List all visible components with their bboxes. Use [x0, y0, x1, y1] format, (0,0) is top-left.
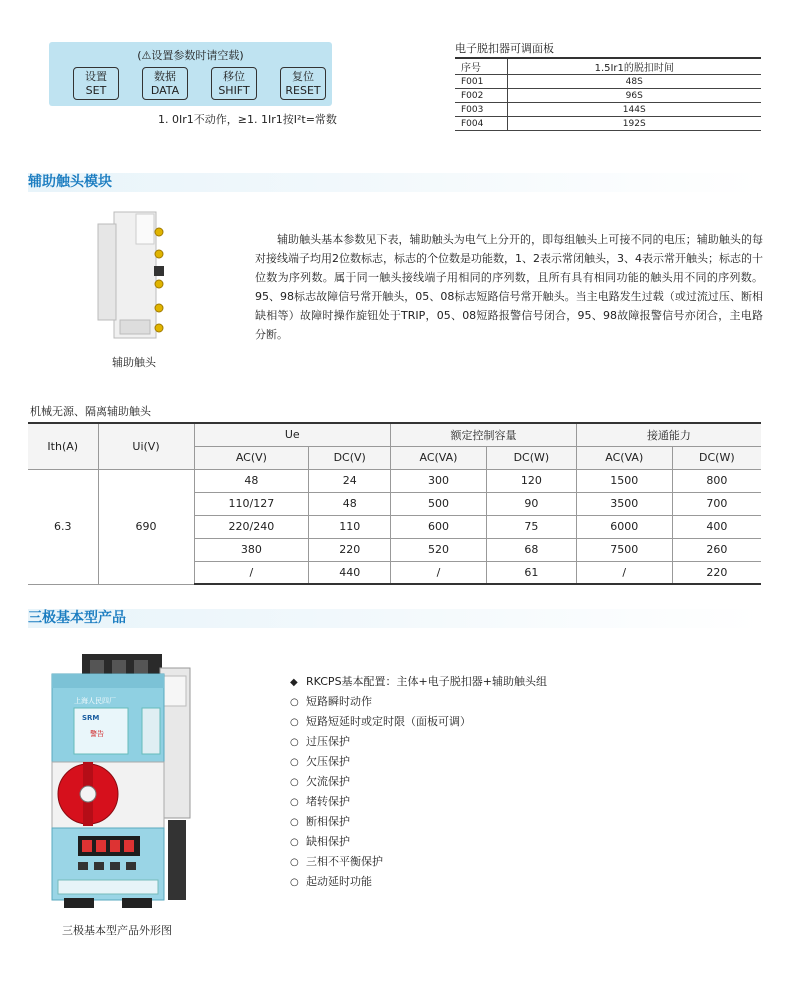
list-item — [290, 712, 547, 732]
bullet-circle-icon: ○ — [290, 717, 299, 728]
cell-ui: 690 — [98, 469, 194, 584]
table-cell: 90 — [486, 492, 576, 515]
set-button[interactable] — [73, 67, 119, 100]
table-cell: 3500 — [576, 492, 672, 515]
table-row — [455, 103, 761, 117]
table-row — [455, 89, 761, 103]
shift-button-en: SHIFT — [218, 84, 250, 97]
table-cell: 440 — [309, 561, 391, 584]
bullet-circle-icon: ○ — [290, 837, 299, 848]
table-cell: / — [194, 561, 309, 584]
table-cell: 600 — [391, 515, 487, 538]
table-cell: 500 — [391, 492, 487, 515]
table-cell: 48 — [194, 469, 309, 492]
panel-note: (⚠设置参数时请空载) — [137, 49, 244, 62]
feature-text: 欠流保护 — [306, 775, 350, 788]
trip-header-time: 1.5Ir1的脱扣时间 — [507, 58, 761, 75]
feature-text: 短路短延时或定时限（面板可调） — [306, 715, 471, 728]
table-cell: 220/240 — [194, 515, 309, 538]
feature-text: 三相不平衡保护 — [306, 855, 383, 868]
list-item — [290, 752, 547, 772]
trip-time: 48S — [507, 75, 761, 89]
table-cell: / — [576, 561, 672, 584]
table-cell: / — [391, 561, 487, 584]
feature-text: 短路瞬时动作 — [306, 695, 372, 708]
table-cell: 220 — [672, 561, 761, 584]
list-item — [290, 852, 547, 872]
feature-text: 缺相保护 — [306, 835, 350, 848]
aux-spec-table — [28, 422, 761, 585]
table-cell: 120 — [486, 469, 576, 492]
aux-section-title: 辅助触头模块 — [28, 174, 112, 190]
subheader: DC(W) — [672, 446, 761, 469]
trip-time: 96S — [507, 89, 761, 103]
bullet-circle-icon: ○ — [290, 877, 299, 888]
aux-contact-image — [96, 210, 171, 340]
list-item — [290, 692, 547, 712]
feature-list — [290, 672, 547, 892]
feature-text: 欠压保护 — [306, 755, 350, 768]
bullet-circle-icon: ○ — [290, 777, 299, 788]
header-ith: Ith(A) — [28, 423, 98, 469]
bullet-circle-icon: ○ — [290, 737, 299, 748]
table-cell: 61 — [486, 561, 576, 584]
header-ue: Ue — [194, 423, 391, 446]
subheader: AC(V) — [194, 446, 309, 469]
subheader: AC(VA) — [576, 446, 672, 469]
table-cell: 700 — [672, 492, 761, 515]
table-cell: 520 — [391, 538, 487, 561]
bullet-diamond-icon: ◆ — [290, 677, 298, 688]
bullet-circle-icon: ○ — [290, 797, 299, 808]
table-cell: 6000 — [576, 515, 672, 538]
subheader: AC(VA) — [391, 446, 487, 469]
product-section-header — [28, 609, 761, 628]
trip-table-title: 电子脱扣器可调面板 — [455, 42, 554, 55]
trip-time: 144S — [507, 103, 761, 117]
table-cell: 260 — [672, 538, 761, 561]
table-row — [28, 469, 761, 492]
table-row — [455, 75, 761, 89]
panel-caption: 1. 0Ir1不动作，≥1. 1Ir1按I²t=常数 — [158, 113, 337, 126]
subheader: DC(V) — [309, 446, 391, 469]
cell-ith: 6.3 — [28, 469, 98, 584]
table-cell: 75 — [486, 515, 576, 538]
reset-button[interactable] — [280, 67, 326, 100]
table-cell: 400 — [672, 515, 761, 538]
shift-button[interactable] — [211, 67, 257, 100]
product-maker-label: 上海人民四厂 — [74, 697, 116, 705]
table-cell: 1500 — [576, 469, 672, 492]
trip-table — [455, 57, 761, 131]
table-cell: 48 — [309, 492, 391, 515]
feature-text: RKCPS基本配置：主体+电子脱扣器+辅助触头组 — [306, 675, 547, 688]
reset-button-cn: 复位 — [292, 70, 314, 83]
bullet-circle-icon: ○ — [290, 757, 299, 768]
table-cell: 110/127 — [194, 492, 309, 515]
feature-text: 过压保护 — [306, 735, 350, 748]
table-row — [455, 117, 761, 131]
aux-table-title: 机械无源、隔离辅助触头 — [30, 405, 151, 418]
table-cell: 110 — [309, 515, 391, 538]
product-image — [38, 650, 198, 908]
list-item — [290, 812, 547, 832]
trip-table-header — [455, 58, 761, 75]
feature-text: 断相保护 — [306, 815, 350, 828]
set-button-en: SET — [85, 84, 107, 97]
bullet-circle-icon: ○ — [290, 697, 299, 708]
control-panel — [49, 42, 332, 106]
header-capacity: 额定控制容量 — [391, 423, 577, 446]
table-cell: 800 — [672, 469, 761, 492]
aux-image-caption: 辅助触头 — [112, 356, 156, 369]
feature-text: 起动延时功能 — [306, 875, 372, 888]
list-item — [290, 872, 547, 892]
table-cell: 68 — [486, 538, 576, 561]
trip-header-no: 序号 — [455, 58, 507, 75]
list-item — [290, 792, 547, 812]
table-header-row — [28, 423, 761, 446]
feature-text: 堵转保护 — [306, 795, 350, 808]
product-brand-label: SRM — [82, 714, 100, 722]
table-cell: 300 — [391, 469, 487, 492]
trip-code: F002 — [455, 89, 507, 103]
reset-button-en: RESET — [285, 84, 321, 97]
trip-time: 192S — [507, 117, 761, 131]
aux-section-header — [28, 173, 761, 192]
table-cell: 7500 — [576, 538, 672, 561]
product-warning-label: 警告 — [90, 730, 104, 738]
data-button-en: DATA — [150, 84, 180, 97]
subheader: DC(W) — [486, 446, 576, 469]
data-button-cn: 数据 — [154, 70, 176, 83]
aux-description: 辅助触头基本参数见下表，辅助触头为电气上分开的，即每组触头上可接不同的电压；辅助触头的每对接线端子均用2位数标志，标志的个位数是功能数，1、2表示常闭触头，3、4表示常开触头；标志的十位数为序列数。属于同一触头接线端子用相同的序列数，且所有具有相同功能的触头用不同的序列数。95、98标志故障信号常开触头，05、08标志短路信号常开触头。当主电路发生过载（或过流过压、断相缺相等）故障时操作旋钮处于TRIP，05、08短路报警信号闭合，95、98故障报警信号亦闭合，主电路分断。 — [255, 233, 763, 341]
trip-code: F001 — [455, 75, 507, 89]
list-item — [290, 732, 547, 752]
table-cell: 220 — [309, 538, 391, 561]
shift-button-cn: 移位 — [223, 70, 245, 83]
list-item — [290, 832, 547, 852]
product-section-title: 三极基本型产品 — [28, 610, 126, 626]
header-ui: Ui(V) — [98, 423, 194, 469]
bullet-circle-icon: ○ — [290, 857, 299, 868]
header-making: 接通能力 — [576, 423, 761, 446]
table-cell: 24 — [309, 469, 391, 492]
bullet-circle-icon: ○ — [290, 817, 299, 828]
set-button-cn: 设置 — [85, 70, 107, 83]
trip-code: F003 — [455, 103, 507, 117]
table-cell: 380 — [194, 538, 309, 561]
list-item — [290, 772, 547, 792]
data-button[interactable] — [142, 67, 188, 100]
list-item — [290, 672, 547, 692]
product-image-caption: 三极基本型产品外形图 — [62, 924, 172, 937]
trip-code: F004 — [455, 117, 507, 131]
